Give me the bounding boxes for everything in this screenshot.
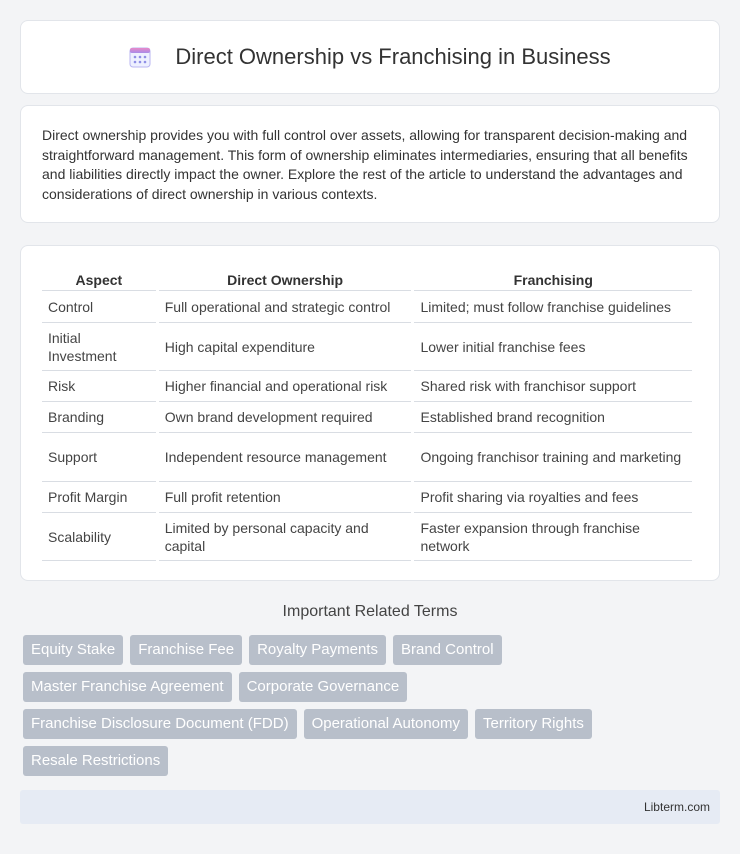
page-title: Direct Ownership vs Franchising in Business (175, 44, 611, 69)
column-header: Franchising (513, 272, 593, 288)
intro-card (20, 105, 720, 223)
table-cell: Full profit retention (159, 481, 412, 512)
table-cell: Independent resource management (159, 432, 412, 481)
table-cell: Faster expansion through franchise network (414, 512, 692, 561)
tag-row (23, 709, 723, 739)
comparison-table (39, 268, 695, 561)
related-terms-list (23, 635, 723, 783)
table-cell: Scalability (42, 512, 156, 561)
column-header: Direct Ownership (227, 272, 344, 288)
tag-row (23, 746, 723, 776)
footer-site-link[interactable]: Libterm.com (643, 800, 710, 814)
column-header: Aspect (75, 272, 123, 288)
tag-territory-rights[interactable]: Territory Rights (475, 709, 592, 739)
tag-resale-restrictions[interactable]: Resale Restrictions (23, 746, 168, 776)
table-cell: Shared risk with franchisor support (414, 370, 692, 401)
tag-master-franchise-agreement[interactable]: Master Franchise Agreement (23, 672, 232, 702)
footer (20, 790, 720, 824)
tag-royalty-payments[interactable]: Royalty Payments (249, 635, 386, 665)
table-row (42, 481, 692, 512)
table-cell: Profit Margin (42, 481, 156, 512)
table-cell: Risk (42, 370, 156, 401)
table-cell: Limited; must follow franchise guidelines (414, 290, 692, 322)
table-cell: Own brand development required (159, 401, 412, 432)
table-cell: Limited by personal capacity and capital (159, 512, 412, 561)
title-card (20, 20, 720, 94)
table-cell: Ongoing franchisor training and marketing (414, 432, 692, 481)
table-cell: Higher financial and operational risk (159, 370, 412, 401)
table-cell: Initial Investment (42, 322, 156, 370)
table-row (42, 401, 692, 432)
table-cell: Support (42, 432, 156, 481)
table-cell: High capital expenditure (159, 322, 412, 370)
table-row (42, 512, 692, 561)
table-cell: Full operational and strategic control (159, 290, 412, 322)
tag-corporate-governance[interactable]: Corporate Governance (239, 672, 408, 702)
table-row (42, 290, 692, 322)
table-cell: Lower initial franchise fees (414, 322, 692, 370)
comparison-card (20, 245, 720, 581)
calendar-icon (129, 46, 151, 68)
table-row (42, 432, 692, 481)
table-cell: Branding (42, 401, 156, 432)
tag-franchise-fee[interactable]: Franchise Fee (130, 635, 242, 665)
tag-operational-autonomy[interactable]: Operational Autonomy (304, 709, 468, 739)
tag-equity-stake[interactable]: Equity Stake (23, 635, 123, 665)
table-cell: Established brand recognition (414, 401, 692, 432)
table-header-row (42, 268, 692, 290)
table-row (42, 322, 692, 370)
tag-row (23, 672, 723, 702)
related-terms-title: Important Related Terms (282, 603, 458, 620)
table-cell: Profit sharing via royalties and fees (414, 481, 692, 512)
tag-row (23, 635, 723, 665)
tag-franchise-disclosure-document[interactable]: Franchise Disclosure Document (FDD) (23, 709, 297, 739)
tag-brand-control[interactable]: Brand Control (393, 635, 502, 665)
intro-text: Direct ownership provides you with full control over assets, allowing for transparent decision-making and straightforward management. This form of ownership eliminates intermediaries, ensuring that all benefits and liabilities directly impact the owner. Explore the rest of the article to understand the advantages and considerations of direct ownership in various contexts. (42, 127, 688, 202)
table-cell: Control (42, 290, 156, 322)
table-row (42, 370, 692, 401)
